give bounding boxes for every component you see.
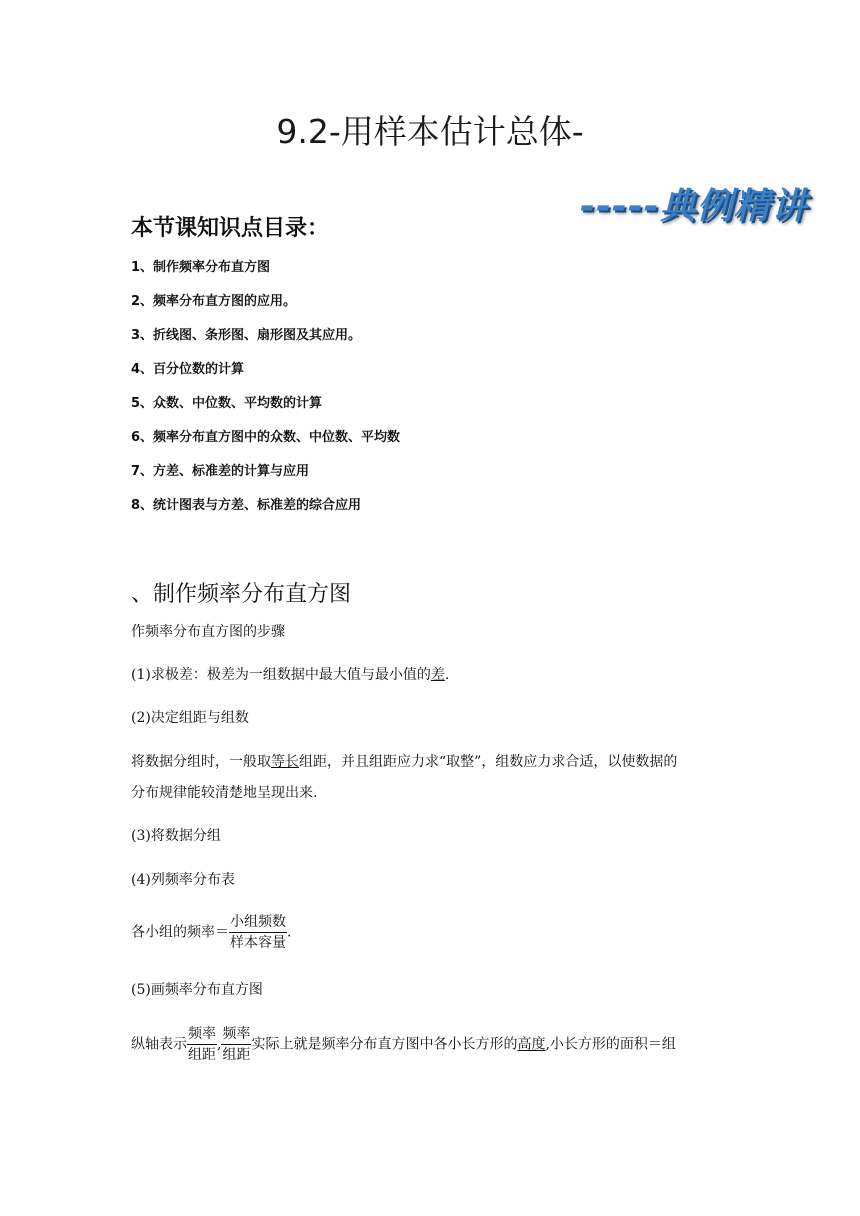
axis-fraction-2-numerator: 频率 bbox=[221, 1024, 251, 1045]
toc-item: 3、折线图、条形图、扇形图及其应用。 bbox=[131, 328, 362, 343]
step-2-detail-rest: 组距，并且组距应力求“取整”，组数应力求合适，以使数据的 bbox=[299, 754, 678, 770]
step-2: (2)决定组距与组数 bbox=[131, 710, 249, 726]
step-1-end: . bbox=[444, 667, 450, 683]
step-4: (4)列频率分布表 bbox=[131, 872, 235, 888]
step-1-text: (1)求极差：极差为一组数据中最大值与最小值的 bbox=[131, 667, 431, 683]
step-5: (5)画频率分布直方图 bbox=[131, 982, 263, 998]
toc-item: 6、频率分布直方图中的众数、中位数、平均数 bbox=[131, 430, 401, 445]
axis-middle: 实际上就是频率分布直方图中各小长方形的 bbox=[251, 1036, 518, 1053]
axis-separator: , bbox=[217, 1036, 222, 1053]
axis-end: ,小长方形的面积＝组 bbox=[545, 1036, 676, 1053]
section-intro: 作频率分布直方图的步骤 bbox=[131, 624, 285, 640]
section-heading: 、制作频率分布直方图 bbox=[131, 582, 352, 607]
axis-description bbox=[131, 1024, 676, 1065]
axis-underline: 高度 bbox=[517, 1036, 546, 1053]
step-1-underline: 差 bbox=[430, 667, 445, 683]
axis-fraction-2-denominator: 组距 bbox=[222, 1047, 251, 1063]
formula-denominator: 样本容量 bbox=[230, 935, 286, 951]
page-title: 9.2-用样本估计总体- bbox=[276, 112, 584, 151]
toc-item: 2、频率分布直方图的应用。 bbox=[131, 294, 297, 309]
toc-item: 7、方差、标准差的计算与应用 bbox=[131, 464, 310, 479]
formula-prefix: 各小组的频率＝ bbox=[131, 924, 229, 941]
formula-fraction bbox=[229, 912, 287, 953]
toc-list bbox=[131, 258, 400, 530]
axis-fraction-1-numerator: 频率 bbox=[187, 1024, 217, 1045]
formula-numerator: 小组频数 bbox=[229, 912, 287, 933]
toc-item: 8、统计图表与方差、标准差的综合应用 bbox=[131, 498, 362, 513]
frequency-formula bbox=[131, 912, 291, 953]
axis-fraction-1 bbox=[187, 1024, 217, 1065]
axis-fraction-2 bbox=[221, 1024, 251, 1065]
step-2-detail-underline: 等长 bbox=[271, 754, 299, 770]
axis-fraction-1-denominator: 组距 bbox=[188, 1047, 216, 1063]
step-1 bbox=[131, 665, 449, 685]
toc-heading: 本节课知识点目录： bbox=[131, 216, 330, 241]
step-2-detail-cont: 分布规律能较清楚地呈现出来. bbox=[131, 785, 318, 801]
toc-item: 1、制作频率分布直方图 bbox=[131, 260, 271, 275]
banner-lecture: -----典例精讲 bbox=[580, 186, 808, 227]
step-3: (3)将数据分组 bbox=[131, 828, 221, 844]
step-2-detail bbox=[131, 752, 677, 772]
step-2-detail-text: 将数据分组时，一般取 bbox=[131, 754, 271, 770]
formula-suffix: . bbox=[287, 924, 292, 941]
toc-item: 5、众数、中位数、平均数的计算 bbox=[131, 396, 323, 411]
toc-item: 4、百分位数的计算 bbox=[131, 362, 245, 377]
axis-prefix: 纵轴表示 bbox=[131, 1036, 187, 1053]
